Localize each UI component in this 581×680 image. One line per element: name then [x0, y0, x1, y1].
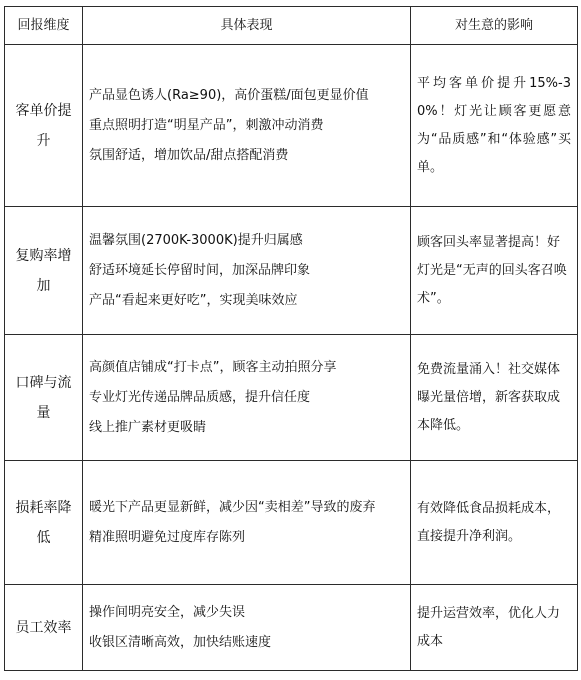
table-row — [5, 335, 578, 461]
header-details: 具体表现 — [83, 7, 411, 45]
detail-line: 舒适环境延长停留时间，加深品牌印象 — [89, 262, 311, 278]
detail-line: 重点照明打造“明星产品”，刺激冲动消费 — [89, 117, 324, 133]
table-row — [5, 461, 578, 585]
table-header — [5, 7, 578, 45]
impact-cell — [411, 45, 578, 207]
dimension-cell: 损耗率降低 — [5, 461, 83, 585]
detail-line: 专业灯光传递品牌品质感，提升信任度 — [89, 389, 311, 405]
dimension-cell: 员工效率 — [5, 585, 83, 671]
details-cell — [83, 461, 411, 585]
dimension-cell: 复购率增加 — [5, 207, 83, 335]
table-row — [5, 207, 578, 335]
detail-line: 线上推广素材更吸睛 — [89, 419, 207, 435]
dimension-cell: 客单价提升 — [5, 45, 83, 207]
header-dimension: 回报维度 — [5, 7, 83, 45]
header-row — [5, 7, 578, 45]
detail-line: 精准照明避免过度库存陈列 — [89, 529, 246, 545]
detail-line: 氛围舒适，增加饮品/甜点搭配消费 — [89, 147, 289, 163]
detail-line: 暖光下产品更显新鲜，减少因“卖相差”导致的废弃 — [89, 499, 376, 515]
roi-table — [4, 6, 578, 671]
impact-text: 有效降低食品损耗成本，直接提升净利润。 — [417, 500, 561, 544]
impact-cell — [411, 585, 578, 671]
impact-cell — [411, 335, 578, 461]
header-impact: 对生意的影响 — [411, 7, 578, 45]
impact-text: 提升运营效率，优化人力成本 — [417, 605, 561, 649]
details-cell — [83, 207, 411, 335]
dimension-cell: 口碑与流量 — [5, 335, 83, 461]
detail-line: 收银区清晰高效，加快结账速度 — [89, 634, 272, 650]
detail-line: 温馨氛围(2700K-3000K)提升归属感 — [89, 232, 303, 248]
details-cell — [83, 585, 411, 671]
table-row — [5, 585, 578, 671]
impact-cell — [411, 207, 578, 335]
impact-text: 平均客单价提升15%-30%！灯光让顾客更愿意为“品质感”和“体验感”买单。 — [417, 75, 571, 175]
detail-line: 高颜值店铺成“打卡点”，顾客主动拍照分享 — [89, 359, 337, 375]
table-body — [5, 45, 578, 671]
details-cell — [83, 45, 411, 207]
details-cell — [83, 335, 411, 461]
detail-line: 操作间明亮安全，减少失误 — [89, 604, 246, 620]
impact-text: 顾客回头率显著提高！好灯光是“无声的回头客召唤术”。 — [417, 234, 567, 306]
impact-text: 免费流量涌入！社交媒体曝光量倍增，新客获取成本降低。 — [417, 361, 561, 433]
impact-cell — [411, 461, 578, 585]
detail-line: 产品显色诱人(Ra≥90)，高价蛋糕/面包更显价值 — [89, 87, 369, 103]
detail-line: 产品“看起来更好吃”，实现美味效应 — [89, 292, 298, 308]
table-row — [5, 45, 578, 207]
